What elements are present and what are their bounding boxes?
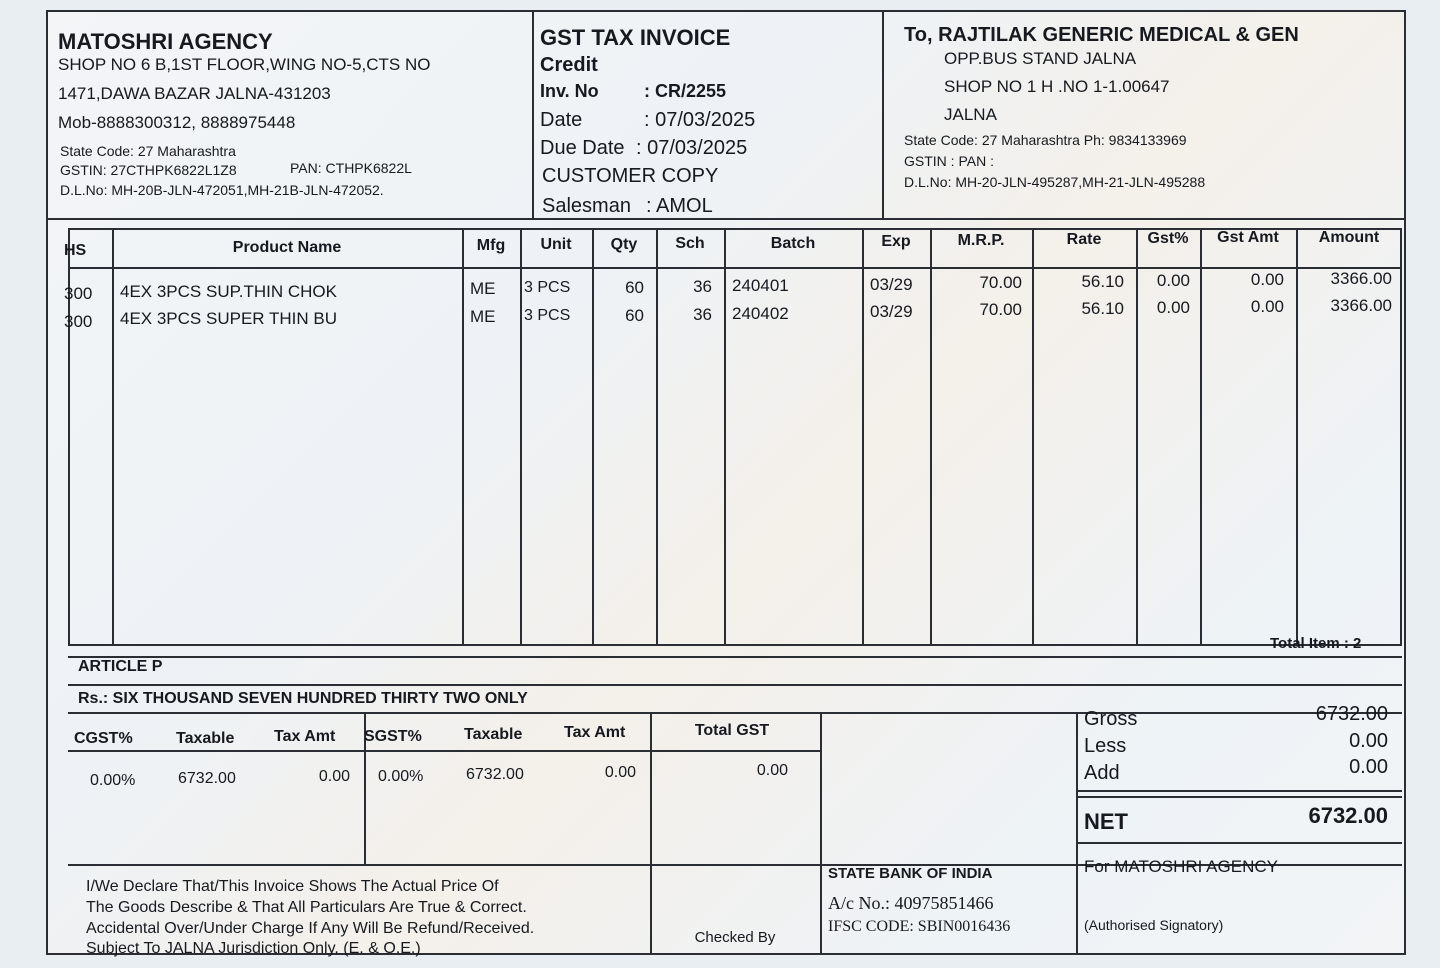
less-value: 0.00 <box>1349 730 1388 752</box>
cell-gst-amt: 0.00 <box>1250 270 1284 289</box>
cell-sch: 36 <box>693 277 712 296</box>
invoice-date: : 07/03/2025 <box>644 109 756 131</box>
cell-sch: 36 <box>693 305 712 324</box>
buyer-city: JALNA <box>944 105 997 124</box>
declaration-line: The Goods Describe & That All Particulars Are True & Correct. <box>86 899 527 916</box>
header-exp: Exp <box>881 233 911 250</box>
net-value: 6732.00 <box>1308 803 1388 828</box>
total-items: Total Item : 2 <box>1270 635 1362 652</box>
invoice-number-label: Inv. No <box>540 81 599 101</box>
checked-by-label: Checked By <box>694 929 776 946</box>
seller-gstin: GSTIN: 27CTHPK6822L1Z8 <box>60 162 237 178</box>
header-qty: Qty <box>610 236 638 253</box>
sgst-taxable: 6732.00 <box>466 766 524 783</box>
cell-mfg: ME <box>470 307 496 326</box>
bank-account: A/c No.: 40975851466 <box>828 893 994 913</box>
salesman-name: : AMOL <box>646 195 713 217</box>
header-batch: Batch <box>770 235 816 252</box>
cell-product-name: 4EX 3PCS SUPER THIN BU <box>120 309 337 328</box>
header-gst-percent: Gst% <box>1147 230 1189 247</box>
bank-ifsc: IFSC CODE: SBIN0016436 <box>828 918 1011 935</box>
amount-in-words: Rs.: SIX THOUSAND SEVEN HUNDRED THIRTY TWO ONLY <box>78 690 528 707</box>
header-gst-amt: Gst Amt <box>1217 229 1279 246</box>
declaration-line: Accidental Over/Under Charge If Any Will Be Refund/Received. <box>86 920 535 937</box>
sgst-percent: 0.00% <box>378 768 424 785</box>
cell-mfg: ME <box>470 279 496 298</box>
cell-gst-percent: 0.00 <box>1156 271 1190 290</box>
gross-value: 6732.00 <box>1315 703 1388 725</box>
cell-exp: 03/29 <box>870 302 913 321</box>
article-label: ARTICLE P <box>78 658 163 675</box>
cell-batch: 240402 <box>732 304 789 323</box>
cell-hs: 300 <box>64 284 93 303</box>
signature-label: (Authorised Signatory) <box>1084 917 1224 933</box>
tax-header-sgst-taxable: Taxable <box>464 726 523 743</box>
seller-state-code: State Code: 27 Maharashtra <box>60 143 236 159</box>
cell-gst-percent: 0.00 <box>1156 298 1190 317</box>
header-sch: Sch <box>675 235 705 252</box>
less-label: Less <box>1084 735 1127 757</box>
tax-header-cgst: CGST% <box>74 730 133 747</box>
header-hs: HS <box>64 242 87 259</box>
declaration-line: I/We Declare That/This Invoice Shows The Actual Price Of <box>86 878 499 895</box>
cell-gst-amt: 0.00 <box>1250 297 1284 316</box>
tax-header-sgst-tax-amt: Tax Amt <box>564 724 626 741</box>
net-label: NET <box>1084 809 1128 834</box>
cell-rate: 56.10 <box>1081 272 1124 291</box>
add-value: 0.00 <box>1349 756 1388 778</box>
header-rate: Rate <box>1066 231 1102 248</box>
cgst-taxable: 6732.00 <box>178 770 236 787</box>
declaration-line: Subject To JALNA Jurisdiction Only. (E. & O.E.) <box>86 940 421 957</box>
total-gst-value: 0.00 <box>756 762 788 779</box>
cell-rate: 56.10 <box>1081 299 1124 318</box>
tax-header-sgst: SGST% <box>364 728 422 745</box>
seller-dl-no: D.L.No: MH-20B-JLN-472051,MH-21B-JLN-472052. <box>60 182 384 198</box>
copy-label: CUSTOMER COPY <box>542 165 719 187</box>
cell-amount: 3366.00 <box>1330 296 1392 315</box>
cgst-percent: 0.00% <box>90 772 136 789</box>
cell-product-name: 4EX 3PCS SUP.THIN CHOK <box>120 282 337 301</box>
buyer-gstin-pan: GSTIN : PAN : <box>904 153 994 169</box>
header-mrp: M.R.P. <box>957 232 1005 249</box>
invoice-title: GST TAX INVOICE <box>540 25 731 50</box>
header-product-name: Product Name <box>232 239 342 256</box>
cell-unit: 3 PCS <box>524 307 571 324</box>
invoice-number: : CR/2255 <box>644 81 727 101</box>
buyer-name: To, RAJTILAK GENERIC MEDICAL & GEN <box>904 24 1299 46</box>
due-date: : 07/03/2025 <box>636 137 748 159</box>
salesman-label: Salesman <box>542 195 631 217</box>
signature-for: For MATOSHRI AGENCY <box>1084 857 1278 876</box>
tax-header-cgst-tax-amt: Tax Amt <box>274 728 336 745</box>
invoice-date-label: Date <box>540 109 583 131</box>
invoice-page <box>46 10 1406 955</box>
buyer-dl-no: D.L.No: MH-20-JLN-495287,MH-21-JLN-495288 <box>904 174 1206 190</box>
seller-pan: PAN: CTHPK6822L <box>290 160 412 176</box>
header-mfg: Mfg <box>476 237 506 254</box>
gross-label: Gross <box>1084 708 1138 730</box>
buyer-address-line2: SHOP NO 1 H .NO 1-1.00647 <box>944 77 1170 96</box>
cell-unit: 3 PCS <box>524 279 571 296</box>
cell-hs: 300 <box>64 312 93 331</box>
seller-mobile: Mob-8888300312, 8888975448 <box>58 113 296 132</box>
bank-name: STATE BANK OF INDIA <box>828 865 993 882</box>
cell-batch: 240401 <box>732 276 789 295</box>
cell-mrp: 70.00 <box>979 300 1022 319</box>
seller-name: MATOSHRI AGENCY <box>58 29 273 54</box>
header-amount: Amount <box>1318 229 1380 246</box>
tax-header-total-gst: Total GST <box>694 722 770 739</box>
tax-header-cgst-taxable: Taxable <box>176 730 235 747</box>
cell-mrp: 70.00 <box>979 273 1022 292</box>
add-label: Add <box>1084 762 1120 784</box>
cell-amount: 3366.00 <box>1330 269 1392 288</box>
header-unit: Unit <box>540 236 572 253</box>
cgst-tax-amt: 0.00 <box>318 768 350 785</box>
due-date-label: Due Date <box>540 137 625 159</box>
buyer-state-phone: State Code: 27 Maharashtra Ph: 9834133969 <box>904 132 1187 148</box>
invoice-type: Credit <box>540 54 598 76</box>
seller-address-line1: SHOP NO 6 B,1ST FLOOR,WING NO-5,CTS NO <box>58 55 431 74</box>
seller-address-line2: 1471,DAWA BAZAR JALNA-431203 <box>58 84 331 103</box>
buyer-address-line1: OPP.BUS STAND JALNA <box>944 49 1137 68</box>
cell-qty: 60 <box>625 278 644 297</box>
cell-qty: 60 <box>625 306 644 325</box>
sgst-tax-amt: 0.00 <box>604 764 636 781</box>
cell-exp: 03/29 <box>870 275 913 294</box>
